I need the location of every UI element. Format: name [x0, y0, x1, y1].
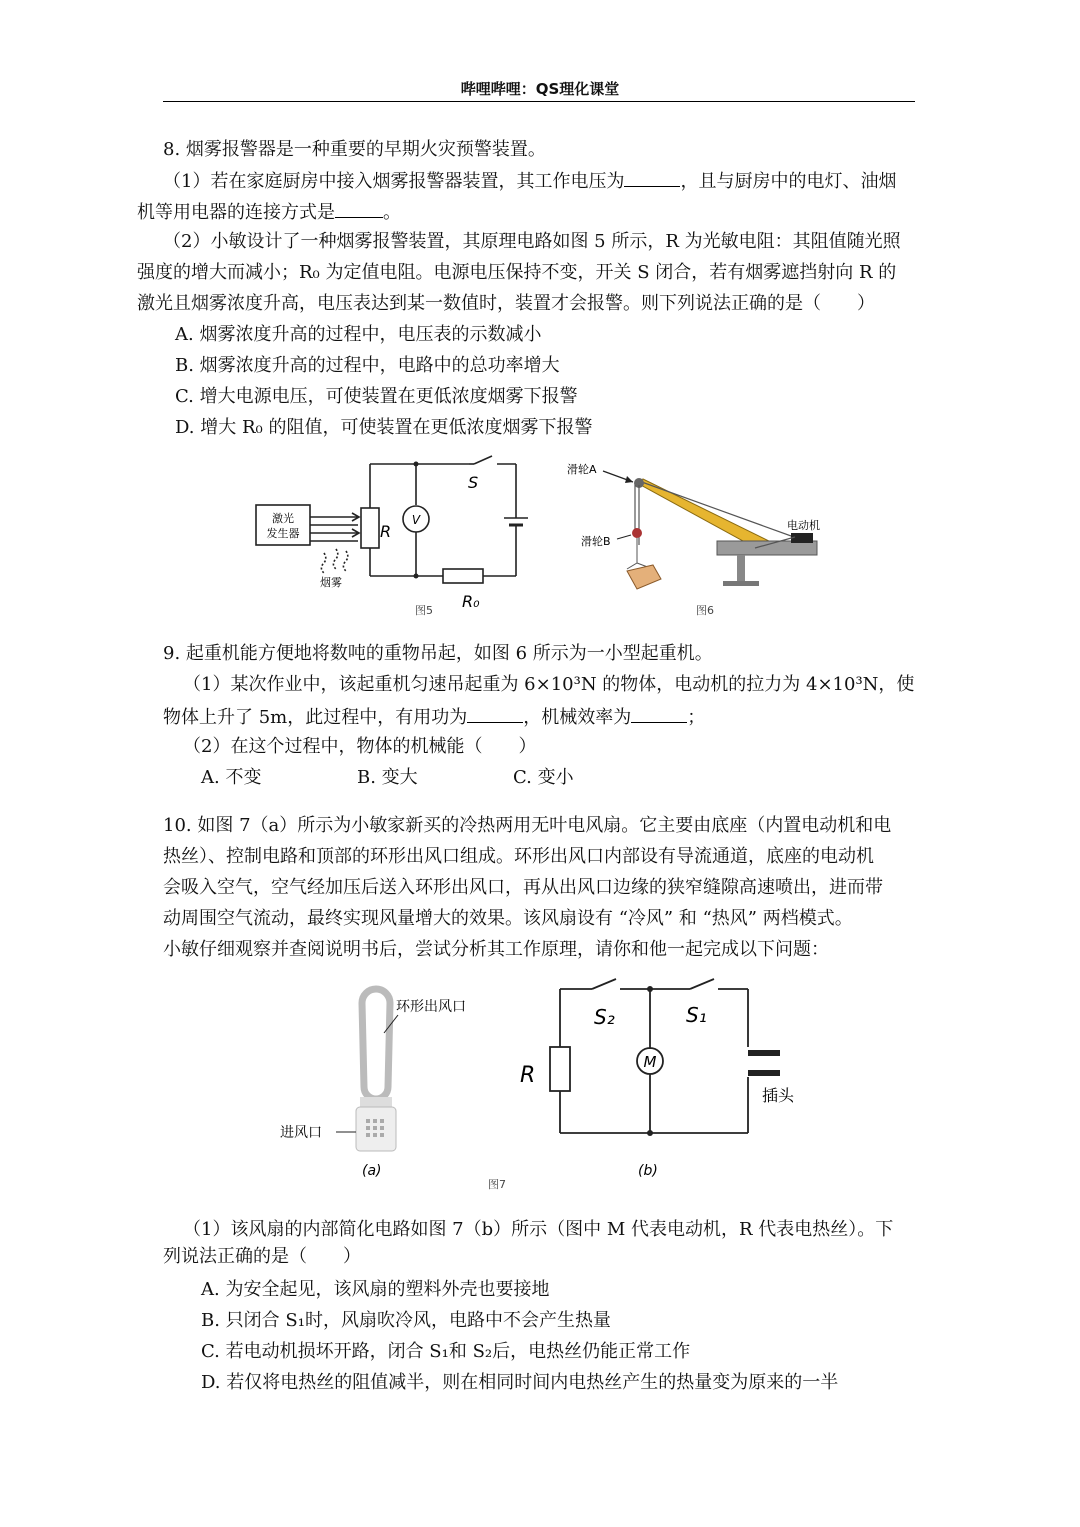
figure-6-caption: 图6	[696, 604, 714, 617]
q8-part2-line2: 强度的增大而减小；R₀ 为定值电阻。电源电压保持不变，开关 S 闭合，若有烟雾遮挡射向 R 的	[137, 262, 897, 283]
q8-title: 8. 烟雾报警器是一种重要的早期火灾预警装置。	[163, 139, 546, 160]
header-rule	[163, 101, 915, 102]
page-header: 哔哩哔哩：QS理化课堂	[460, 80, 620, 98]
caption-b: (b)	[638, 1163, 658, 1179]
answer-blank[interactable]	[624, 168, 680, 187]
q10-option-c: C. 若电动机损坏开路，闭合 S₁和 S₂后，电热丝仍能正常工作	[201, 1341, 691, 1362]
figure-5-caption: 图5	[415, 604, 433, 617]
q10-option-b: B. 只闭合 S₁时，风扇吹冷风，电路中不会产生热量	[201, 1310, 611, 1331]
figure-7-caption: 图7	[488, 1178, 506, 1191]
figure-7	[270, 975, 820, 1195]
answer-blank[interactable]	[335, 199, 383, 218]
q8-option-d: D. 增大 R₀ 的阻值，可使装置在更低浓度烟雾下报警	[175, 417, 593, 438]
q10-line1: 10. 如图 7（a）所示为小敏家新买的冷热两用无叶电风扇。它主要由底座（内置电动机和电	[163, 815, 892, 836]
q8-part1-line1	[163, 168, 896, 194]
q9-part1-line1: （1）某次作业中，该起重机匀速吊起重为 6×10³N 的物体，电动机的拉力为 4×10³N，使	[183, 674, 915, 695]
q9-option-b: B. 变大	[357, 767, 418, 788]
switch-S1	[690, 979, 714, 989]
q8-option-a: A. 烟雾浓度升高的过程中，电压表的示数减小	[175, 324, 542, 345]
q8-p1-text-d: 。	[383, 202, 401, 223]
label-R: R	[520, 1063, 536, 1088]
laser-label-2: 发生器	[266, 527, 300, 540]
pulley-a-label: 滑轮A	[567, 463, 597, 476]
resistor-R0	[443, 569, 483, 583]
fan-ring-outlet	[362, 989, 390, 1099]
q10-option-a: A. 为安全起见，该风扇的塑料外壳也要接地	[201, 1279, 550, 1300]
q8-option-b: B. 烟雾浓度升高的过程中，电路中的总功率增大	[175, 355, 560, 376]
label-R: R	[380, 522, 392, 541]
label-S: S	[468, 473, 479, 492]
q9-p1-text-b: ，机械效率为	[523, 707, 632, 728]
smoke-label: 烟雾	[320, 576, 342, 589]
motor-label: 电动机	[787, 519, 820, 532]
q10-line4: 动周围空气流动，最终实现风量增大的效果。该风扇设有 “冷风” 和 “热风” 两档模式。	[163, 908, 853, 929]
answer-blank[interactable]	[467, 704, 523, 723]
answer-blank[interactable]	[631, 704, 687, 723]
switch-S	[474, 456, 492, 464]
q9-p1-text-a: 物体上升了 5m，此过程中，有用功为	[163, 707, 468, 728]
q10-option-d: D. 若仅将电热丝的阻值减半，则在相同时间内电热丝产生的热量变为原来的一半	[201, 1372, 839, 1393]
load-box	[627, 565, 661, 589]
caption-a: (a)	[362, 1163, 382, 1179]
q9-option-c: C. 变小	[513, 767, 574, 788]
label-V: V	[411, 513, 421, 527]
q8-part2-line1: （2）小敏设计了一种烟雾报警装置，其原理电路如图 5 所示，R 为光敏电阻：其阻值随光照	[163, 231, 901, 252]
outlet-label: 环形出风口	[396, 999, 466, 1015]
motor	[791, 533, 813, 543]
q9-part1-line2	[163, 704, 705, 730]
q9-part2: （2）在这个过程中，物体的机械能（ ）	[183, 736, 537, 757]
figure-6-crane	[565, 455, 835, 625]
switch-S2	[592, 979, 616, 989]
label-S2: S₂	[594, 1005, 615, 1029]
pulley-b-label: 滑轮B	[581, 535, 611, 548]
q8-p1-text-c: 机等用电器的连接方式是	[137, 202, 335, 223]
resistor-R	[550, 1047, 570, 1091]
laser-label: 激光	[272, 512, 294, 525]
q8-p1-text-b: ，且与厨房中的电灯、油烟	[680, 171, 897, 192]
q9-title: 9. 起重机能方便地将数吨的重物吊起，如图 6 所示为一小型起重机。	[163, 643, 713, 664]
q9-option-a: A. 不变	[201, 767, 262, 788]
label-S1: S₁	[686, 1003, 707, 1027]
q8-part1-line2	[137, 199, 401, 225]
plug-label: 插头	[762, 1086, 795, 1105]
plug-pin-top	[748, 1050, 780, 1056]
q10-part1-line2: 列说法正确的是（ ）	[163, 1246, 361, 1267]
q8-option-c: C. 增大电源电压，可使装置在更低浓度烟雾下报警	[175, 386, 578, 407]
q8-p1-text-a: （1）若在家庭厨房中接入烟雾报警器装置，其工作电压为	[163, 171, 625, 192]
inlet-label: 进风口	[280, 1125, 322, 1141]
label-R0: R₀	[462, 592, 480, 611]
q10-line5: 小敏仔细观察并查阅说明书后，尝试分析其工作原理，请你和他一起完成以下问题：	[163, 939, 829, 960]
q8-part2-line3: 激光且烟雾浓度升高，电压表达到某一数值时，装置才会报警。则下列说法正确的是（ ）	[137, 293, 875, 314]
q9-p1-text-c: ；	[687, 707, 706, 728]
q10-line2: 热丝）、控制电路和顶部的环形出风口组成。环形出风口内部设有导流通道，底座的电动机	[163, 846, 874, 867]
resistor-R	[361, 508, 379, 548]
q10-line3: 会吸入空气，空气经加压后送入环形出风口，再从出风口边缘的狭窄缝隙高速喷出，进而带	[163, 877, 883, 898]
figure-5-circuit	[250, 455, 540, 625]
q10-part1-line1: （1）该风扇的内部简化电路如图 7（b）所示（图中 M 代表电动机，R 代表电热丝）。下	[183, 1219, 894, 1240]
label-M: M	[643, 1053, 657, 1071]
plug-pin-bottom	[748, 1070, 780, 1076]
